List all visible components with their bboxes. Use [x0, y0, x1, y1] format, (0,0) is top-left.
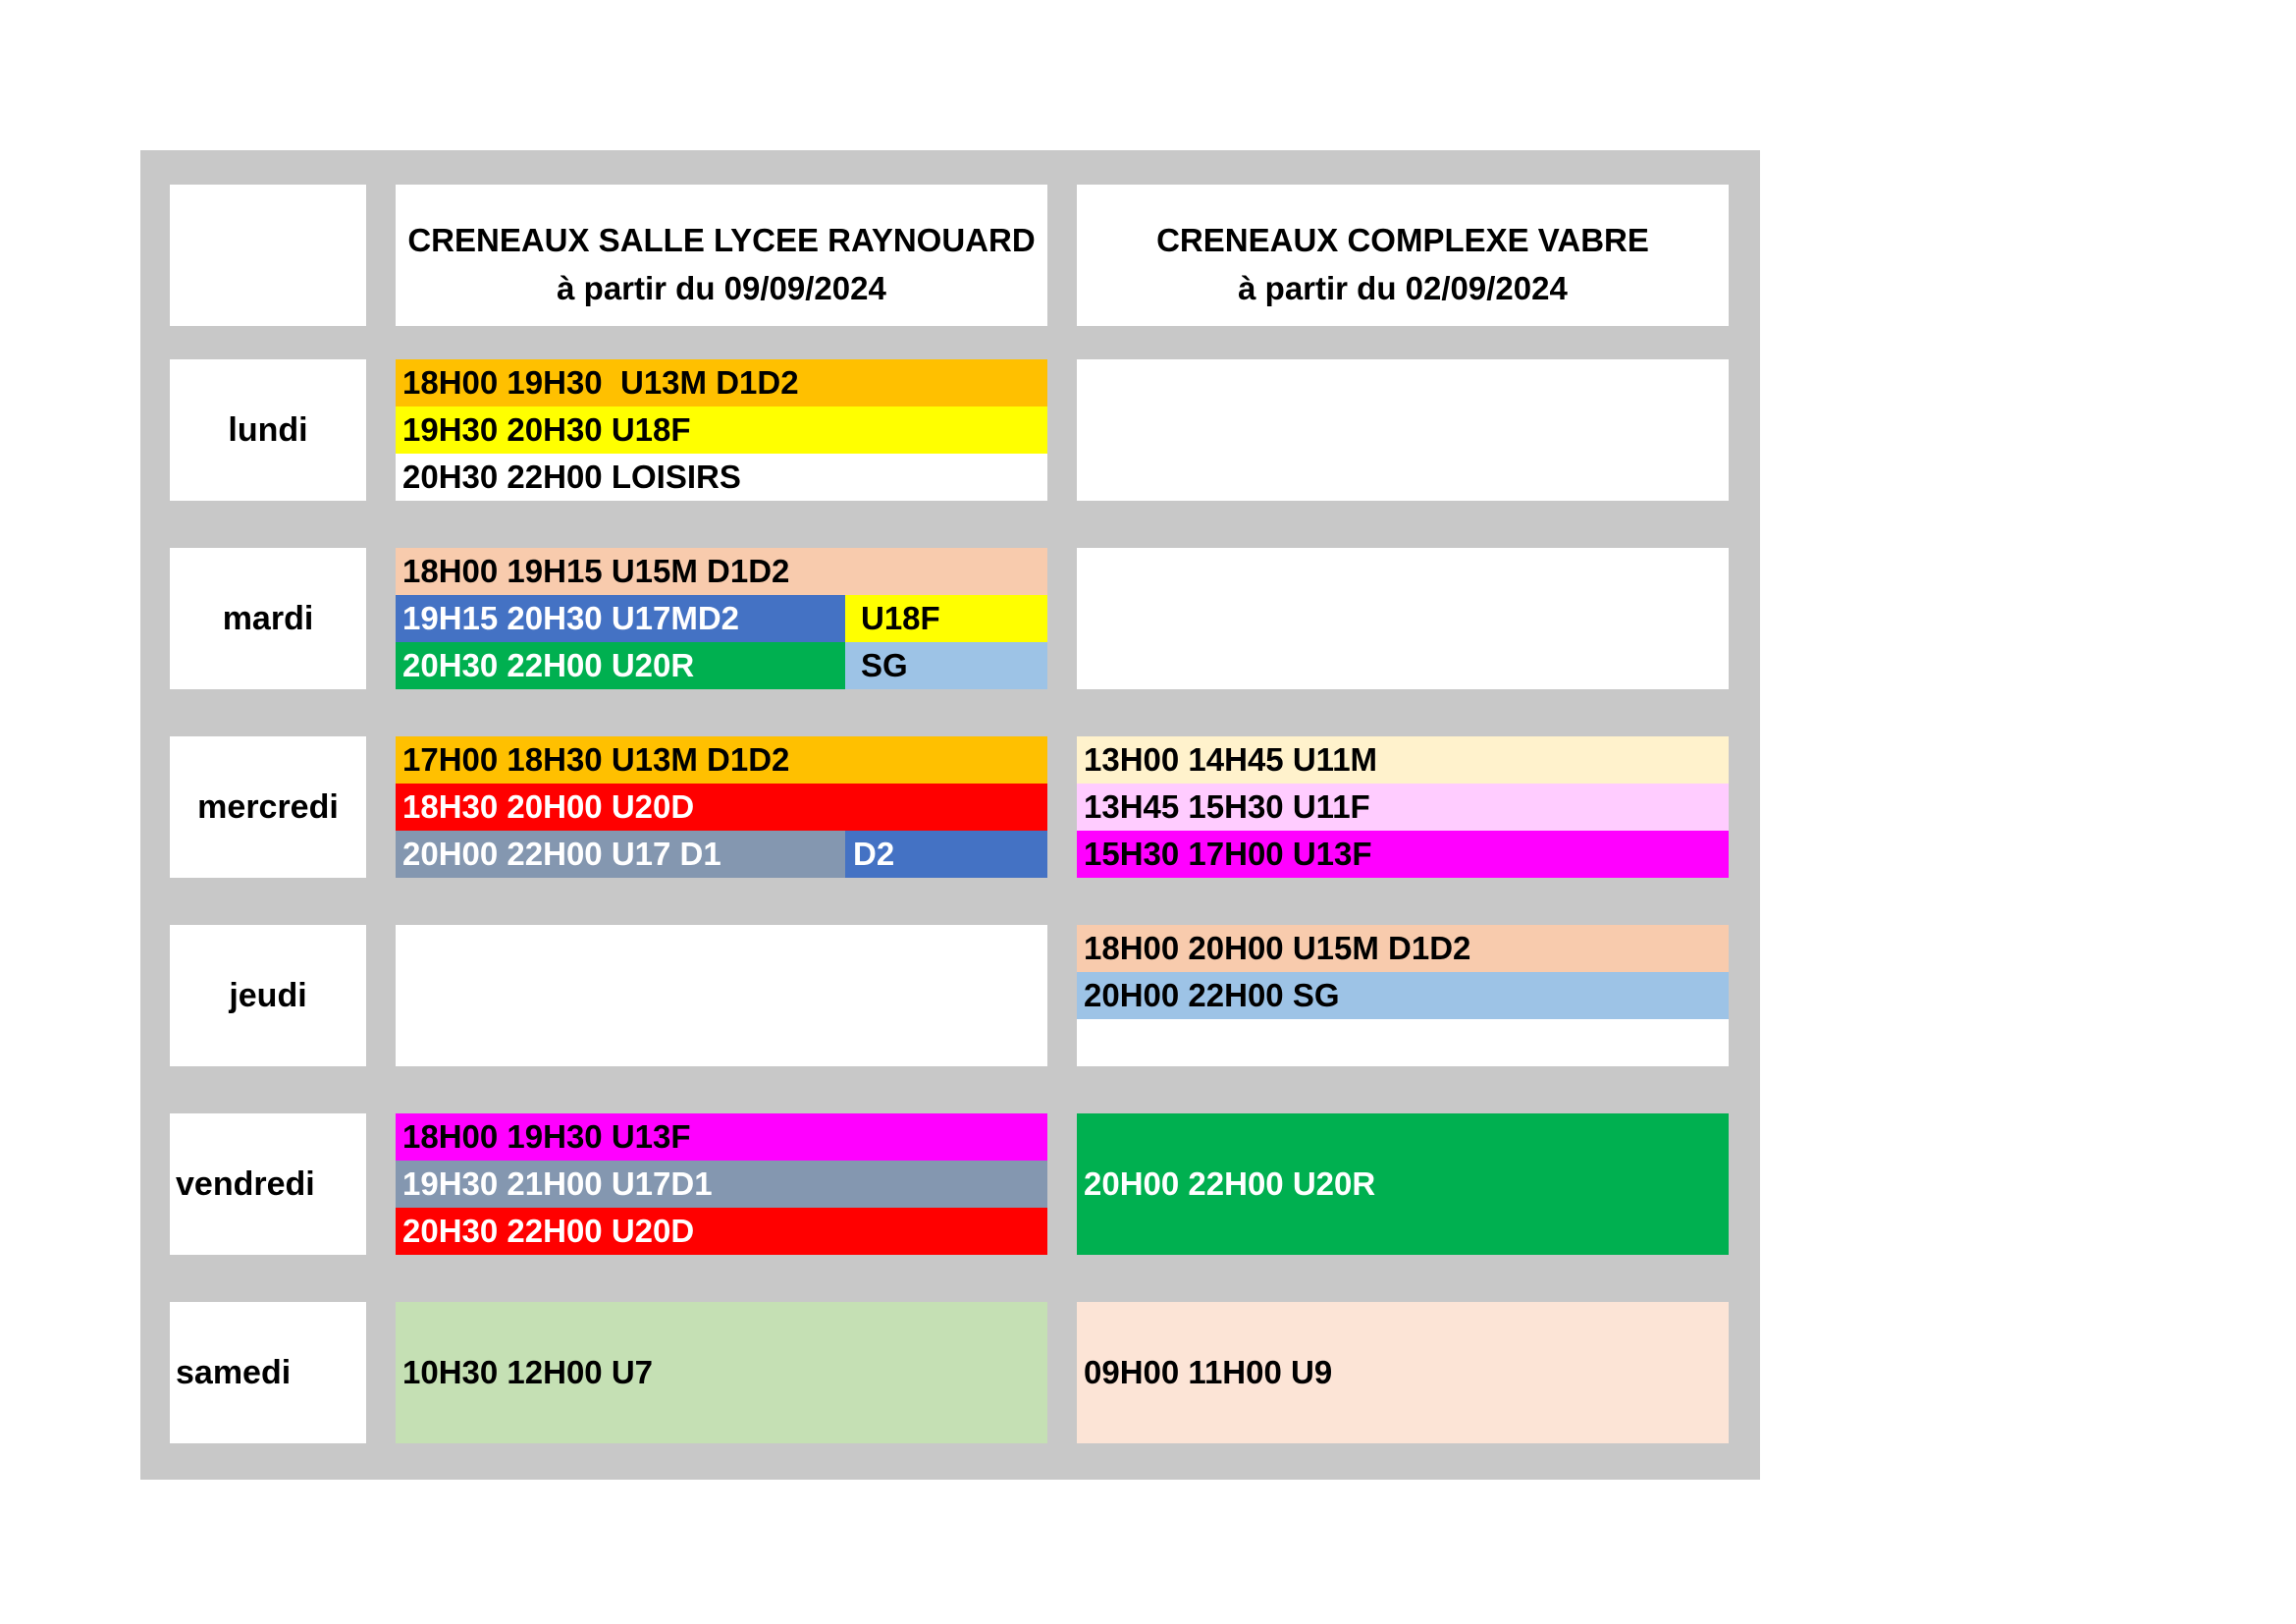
day-mardi: mardi [170, 548, 366, 689]
corner-cell [170, 185, 366, 326]
day-mercredi: mercredi [170, 736, 366, 878]
vabre-samedi [1077, 1302, 1729, 1443]
vabre-mardi [1077, 548, 1729, 689]
slot: 20H00 22H00 U17 D1 [396, 831, 845, 878]
slot: 20H30 22H00 LOISIRS [396, 454, 1047, 501]
slot: 10H30 12H00 U7 [396, 1302, 1047, 1443]
raynouard-jeudi [396, 925, 1047, 1066]
raynouard-samedi [396, 1302, 1047, 1443]
raynouard-header [396, 185, 1047, 326]
slot: 17H00 18H30 U13M D1D2 [396, 736, 1047, 784]
vabre-jeudi [1077, 925, 1729, 1066]
slot: 18H00 19H15 U15M D1D2 [396, 548, 1047, 595]
slot: 15H30 17H00 U13F [1077, 831, 1729, 878]
raynouard-title: CRENEAUX SALLE LYCEE RAYNOUARD [407, 222, 1036, 258]
slot: SG [845, 642, 1047, 689]
raynouard-lundi [396, 359, 1047, 501]
raynouard-vendredi [396, 1113, 1047, 1255]
vabre-mercredi [1077, 736, 1729, 878]
slot: 20H00 22H00 U20R [1077, 1113, 1729, 1255]
slot: 20H30 22H00 U20D [396, 1208, 1047, 1255]
slot: 18H30 20H00 U20D [396, 784, 1047, 831]
vabre-lundi [1077, 359, 1729, 501]
slot: 20H00 22H00 SG [1077, 972, 1729, 1019]
slot: 18H00 20H00 U15M D1D2 [1077, 925, 1729, 972]
raynouard-mardi [396, 548, 1047, 689]
slot: 18H00 19H30 U13M D1D2 [396, 359, 1047, 406]
raynouard-mercredi [396, 736, 1047, 878]
slot: 13H00 14H45 U11M [1077, 736, 1729, 784]
day-samedi: samedi [170, 1302, 366, 1443]
slot: 20H30 22H00 U20R [396, 642, 845, 689]
day-lundi: lundi [170, 359, 366, 501]
vabre-title: CRENEAUX COMPLEXE VABRE [1156, 222, 1649, 258]
day-vendredi: vendredi [170, 1113, 366, 1255]
slot: U18F [845, 595, 1047, 642]
slot: 19H15 20H30 U17MD2 [396, 595, 845, 642]
vabre-header [1077, 185, 1729, 326]
slot: 19H30 21H00 U17D1 [396, 1161, 1047, 1208]
slot: 19H30 20H30 U18F [396, 406, 1047, 454]
slot: 18H00 19H30 U13F [396, 1113, 1047, 1161]
slot: 09H00 11H00 U9 [1077, 1302, 1729, 1443]
slot: 13H45 15H30 U11F [1077, 784, 1729, 831]
day-jeudi: jeudi [170, 925, 366, 1066]
raynouard-date: à partir du 09/09/2024 [557, 270, 886, 306]
schedule-frame [140, 150, 1760, 1480]
vabre-date: à partir du 02/09/2024 [1238, 270, 1568, 306]
slot: D2 [845, 831, 1047, 878]
vabre-vendredi [1077, 1113, 1729, 1255]
